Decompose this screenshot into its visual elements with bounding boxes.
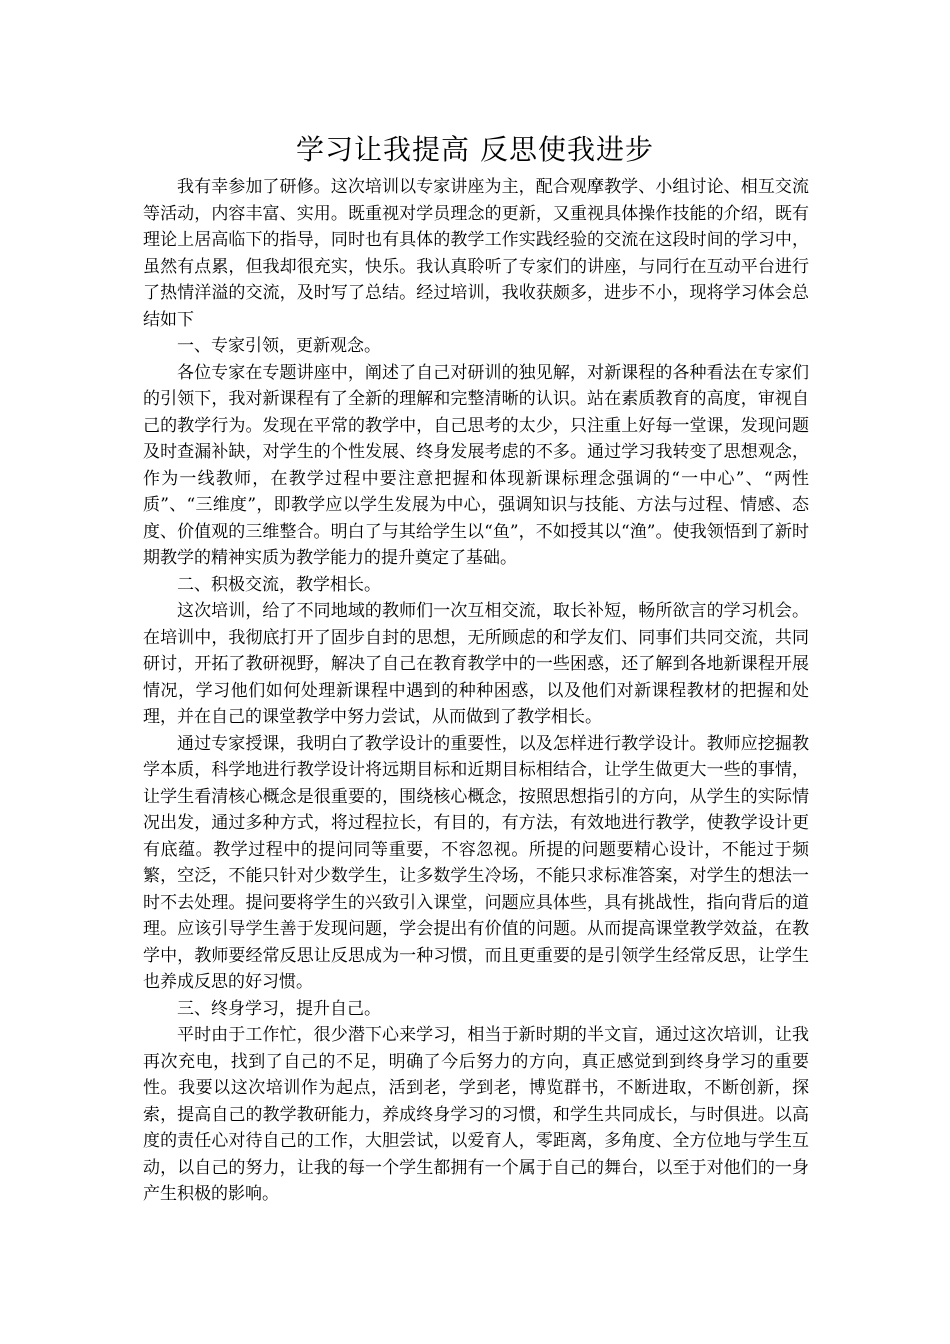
document-body (143, 174, 809, 1208)
paragraph-intro: 我有幸参加了研修。这次培训以专家讲座为主，配合观摩教学、小组讨论、相互交流等活动，内容丰富、实用。既重视对学员理念的更新，又重视具体操作技能的介绍，既有理论上居高临下的指导，同时也有具体的教学工作实践经验的交流在这段时间的学习中，虽然有点累，但我却很充实，快乐。我认真聆听了专家们的讲座，与同行在互动平台进行了热情洋溢的交流，及时写了总结。经过培训，我收获颇多，进步不小，现将学习体会总结如下 (143, 177, 809, 330)
section-heading-2: 二、积极交流，教学相长。 (177, 574, 381, 595)
paragraph-section-2a: 这次培训，给了不同地域的教师们一次互相交流，取长补短，畅所欲言的学习机会。在培训中，我彻底打开了固步自封的思想，无所顾虑的和学友们、同事们共同交流，共同研讨，开拓了教研视野，解决了自己在教育教学中的一些困惑，还了解到各地新课程开展情况，学习他们如何处理新课程中遇到的种种困惑，以及他们对新课程教材的把握和处理，并在自己的课堂教学中努力尝试，从而做到了教学相长。 (143, 601, 809, 727)
document-title: 学习让我提高 反思使我进步 (296, 133, 654, 166)
paragraph-section-3: 平时由于工作忙，很少潜下心来学习，相当于新时期的半文盲，通过这次培训，让我再次充电，找到了自己的不足，明确了今后努力的方向，真正感觉到到终身学习的重要性。我要以这次培训作为起点，活到老，学到老，博览群书，不断进取，不断创新，探索，提高自己的教学教研能力，养成终身学习的习惯，和学生共同成长，与时俱进。以高度的责任心对待自己的工作，大胆尝试，以爱育人，零距离，多角度、全方位地与学生互动，以自己的努力，让我的每一个学生都拥有一个属于自己的舞台，以至于对他们的一身产生积极的影响。 (143, 1025, 809, 1204)
paragraph-section-1: 各位专家在专题讲座中，阐述了自己对研训的独见解，对新课程的各种看法在专家们的引领下，我对新课程有了全新的理解和完整清晰的认识。站在素质教育的高度，审视自己的教学行为。发现在平常的教学中，自己思考的太少，只注重上好每一堂课，发现问题及时查漏补缺，对学生的个性发展、终身发展考虑的不多。通过学习我转变了思想观念，作为一线教师，在教学过程中要注意把握和体现新课标理念强调的“一中心”、“两性质”、“三维度”，即教学应以学生发展为中心，强调知识与技能、方法与过程、情感、态度、价值观的三维整合。明白了与其给学生以“鱼”，不如授其以“渔”。使我领悟到了新时期教学的精神实质为教学能力的提升奠定了基础。 (143, 362, 809, 568)
paragraph-section-2b: 通过专家授课，我明白了教学设计的重要性，以及怎样进行教学设计。教师应挖掘教学本质，科学地进行教学设计将远期目标和近期目标相结合，让学生做更大一些的事情，让学生看清核心概念是很重要的，围绕核心概念，按照思想指引的方向，从学生的实际情况出发，通过多种方式，将过程拉长，有目的，有方法，有效地进行教学，使教学设计更有底蕴。教学过程中的提问同等重要，不容忽视。所提的问题要精心设计，不能过于频繁，空泛，不能只针对少数学生，让多数学生冷场，不能只求标准答案，对学生的想法一时不去处理。提问要将学生的兴致引入课堂，问题应具体些，具有挑战性，指向背后的道理。应该引导学生善于发现问题，学会提出有价值的问题。从而提高课堂教学效益，在教学中，教师要经常反思让反思成为一种习惯，而且更重要的是引领学生经常反思，让学生也养成反思的好习惯。 (143, 733, 809, 992)
section-heading-1: 一、专家引领，更新观念。 (177, 336, 381, 356)
section-heading-3: 三、终身学习，提升自己。 (177, 998, 381, 1019)
